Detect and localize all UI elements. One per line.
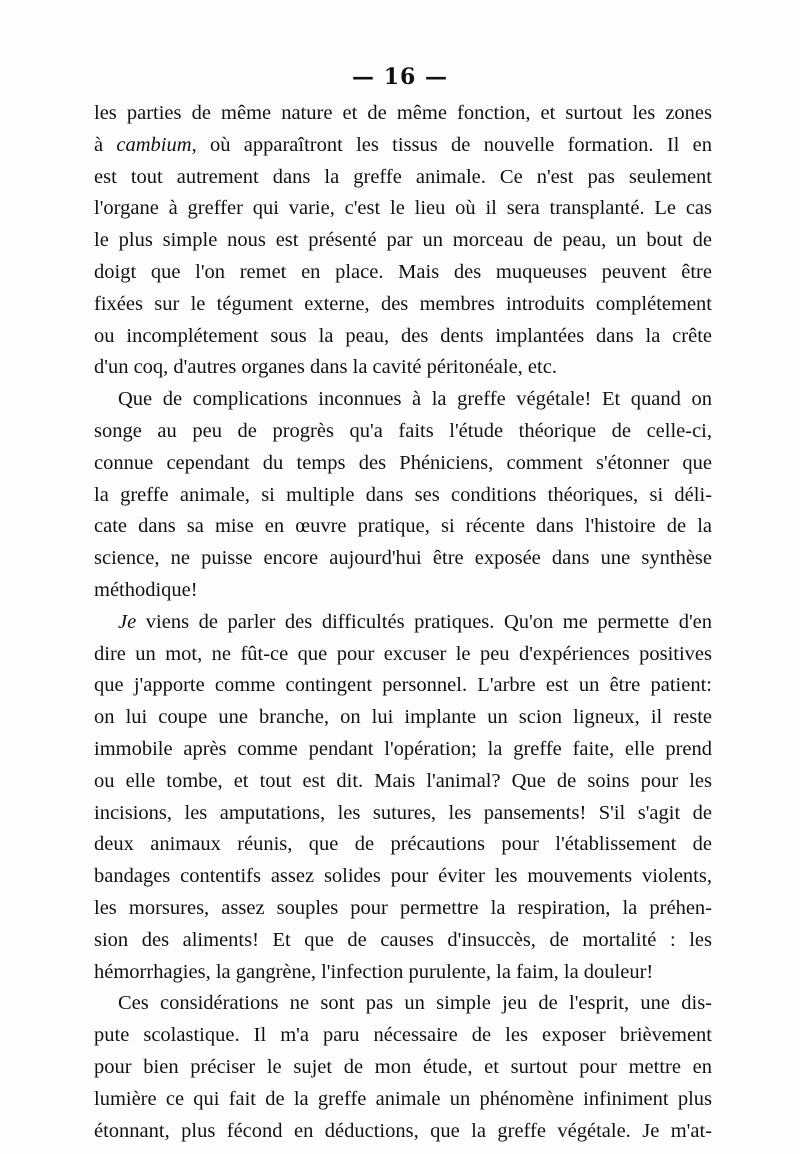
text-line: fixées sur le tégument externe, des membres introduits complétement [94,292,712,315]
text-line: ou incomplétement sous la peau, des dents implantées dans la crête [94,324,712,347]
text-line: on lui coupe une branche, on lui implante un scion ligneux, il reste [94,706,712,729]
text-line: ou elle tombe, et tout est dit. Mais l'animal? Que de soins pour les [94,769,712,792]
paragraph-3 [94,607,712,989]
text-line: à cambium, où apparaîtront les tissus de nouvelle formation. Il en [94,133,713,156]
text-line: hémorrhagies, la gangrène, l'infection purulente, la faim, la douleur! [94,960,654,983]
text-line: étonnant, plus fécond en déductions, que la greffe végétale. Je m'at- [94,1119,712,1142]
text-line: lumière ce qui fait de la greffe animale un phénomène infiniment plus [94,1087,712,1110]
text-line: les parties de même nature et de même fonction, et surtout les zones [94,102,712,124]
text-line: méthodique! [94,578,198,601]
text-line: sion des aliments! Et que de causes d'insuccès, de mortalité : les [94,928,712,951]
text-line: que j'apporte comme contingent personnel. L'arbre est un être patient: [94,674,712,697]
text-line: la greffe animale, si multiple dans ses conditions théoriques, si déli- [94,483,712,506]
text-line: l'organe à greffer qui varie, c'est le lieu où il sera transplanté. Le cas [94,197,712,220]
text-line: dire un mot, ne fût-ce que pour excuser le peu d'expériences positives [94,642,712,665]
text-line: pour bien préciser le sujet de mon étude, et surtout pour mettre en [94,1055,712,1078]
text-line: connue cependant du temps des Phéniciens, comment s'étonner que [94,451,712,474]
text-line: les morsures, assez souples pour permettre la respiration, la préhen- [94,896,712,919]
text-line: songe au peu de progrès qu'a faits l'étude théorique de celle-ci, [94,419,712,442]
text-line: bandages contentifs assez solides pour éviter les mouvements violents, [94,865,712,888]
text-line: immobile après comme pendant l'opération; la greffe faite, elle prend [94,737,712,760]
text-line: d'un coq, d'autres organes dans la cavité péritonéale, etc. [94,356,557,379]
text-line: science, ne puisse encore aujourd'hui être exposée dans une synthèse [94,547,712,570]
paragraph-4 [94,988,712,1147]
text-line: Ces considérations ne sont pas un simple jeu de l'esprit, une dis- [118,992,712,1015]
text-line: Je viens de parler des difficultés pratiques. Qu'on me permette d'en [118,610,712,633]
paragraph-2 [94,384,712,607]
italic-term: cambium [116,133,192,156]
text-line: doigt que l'on remet en place. Mais des muqueuses peuvent être [94,260,712,283]
italic-term: Je [118,610,137,633]
text-line: Que de complications inconnues à la greffe végétale! Et quand on [118,388,712,411]
page-number: — 16 — [352,64,448,90]
text-line: pute scolastique. Il m'a paru nécessaire de les exposer brièvement [94,1024,712,1047]
text-line: incisions, les amputations, les sutures, les pansements! S'il s'agit de [94,801,712,824]
text-line: le plus simple nous est présenté par un morceau de peau, un bout de [94,229,712,252]
body-text [94,98,712,1147]
paragraph-1 [94,98,712,384]
text-line: cate dans sa mise en œuvre pratique, si récente dans l'histoire de la [94,515,712,538]
text-line: deux animaux réunis, que de précautions pour l'établissement de [94,833,712,856]
text-line: est tout autrement dans la greffe animale. Ce n'est pas seulement [94,165,712,188]
